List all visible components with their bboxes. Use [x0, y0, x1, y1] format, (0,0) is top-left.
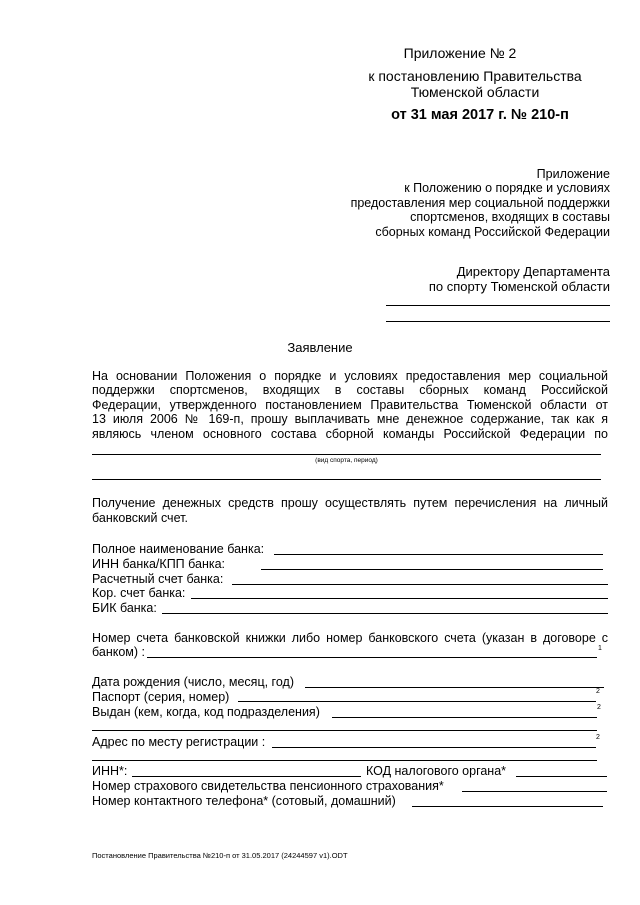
footnote-mark: 2 — [596, 688, 600, 695]
phone-label: Номер контактного телефона* (сотовый, домашний) — [92, 794, 396, 808]
pension-label: Номер страхового свидетельства пенсионного страхования* — [92, 779, 444, 793]
address-field[interactable] — [272, 747, 596, 748]
annex-line: к Положению о порядке и условиях — [404, 181, 610, 196]
resolution-reference — [350, 68, 600, 100]
account-number-label: банком) : — [92, 645, 145, 659]
sport-blank-line — [92, 479, 601, 480]
bank-name-label: Полное наименование банка: — [92, 542, 265, 556]
addressee-line: по спорту Тюменской области — [428, 279, 610, 294]
passport-field[interactable] — [238, 701, 596, 702]
bank-corr-field[interactable] — [191, 598, 608, 599]
footnote-mark: 2 — [597, 704, 601, 711]
document-header — [340, 44, 580, 62]
transfer-line: Получение денежных средств прошу осуществлять путем перечисления на личный — [92, 496, 608, 510]
footnote-mark: 1 — [598, 645, 602, 652]
bank-name-field[interactable] — [274, 554, 603, 555]
bank-bik-label: БИК банка: — [92, 601, 157, 615]
annex-reference — [330, 167, 610, 239]
body-line: На основании Положения о порядке и условиях предоставления мер социальной — [92, 369, 608, 383]
account-number-field[interactable] — [147, 657, 597, 658]
issued-by-label: Выдан (кем, когда, код подразделения) — [92, 705, 320, 719]
tax-code-label: КОД налогового органа* — [366, 764, 507, 778]
transfer-line: банковский счет. — [92, 511, 188, 525]
addressee-blank-line — [386, 305, 610, 306]
addressee-line: Директору Департамента — [456, 264, 610, 279]
region-line: Тюменской области — [410, 84, 540, 100]
bank-bik-field[interactable] — [162, 613, 608, 614]
body-line: 13 июля 2006 № 169-п, прошу выплачивать мне денежное содержание, так как я — [92, 412, 608, 426]
annex-line: Приложение — [536, 167, 610, 181]
address-label: Адрес по месту регистрации : — [92, 735, 266, 749]
sport-blank-line — [92, 454, 601, 455]
issued-by-field-continued[interactable] — [92, 730, 597, 731]
body-line: поддержки спортсменов, входящих в составы сборных команд Российской — [92, 383, 608, 397]
bank-inn-kpp-label: ИНН банка/КПП банка: — [92, 557, 226, 571]
footnote-mark: 2 — [596, 734, 600, 741]
page-footer: Постановление Правительства №210-п от 31.05.2017 (24244597 v1).ODT — [92, 851, 348, 860]
resolution-date: от 31 мая 2017 г. № 210-п — [391, 107, 569, 123]
sport-hint: (вид спорта, период) — [315, 457, 378, 464]
addressee-blank-line — [386, 321, 610, 322]
birth-date-field[interactable] — [305, 687, 604, 688]
phone-field[interactable] — [412, 806, 603, 807]
bank-corr-label: Кор. счет банка: — [92, 586, 186, 600]
annex-line: сборных команд Российской Федерации — [375, 224, 610, 239]
page-title: Заявление — [287, 340, 353, 355]
resolution-line: к постановлению Правительства — [368, 68, 582, 84]
bank-account-label: Расчетный счет банка: — [92, 572, 224, 586]
issued-by-field[interactable] — [332, 717, 597, 718]
body-line: Федерации, утвержденного постановлением Правительства Тюменской области от — [92, 398, 608, 412]
appendix-number: Приложение № 2 — [403, 45, 517, 61]
separator-line — [92, 760, 597, 761]
pension-field[interactable] — [462, 791, 607, 792]
addressee-block — [380, 264, 610, 294]
inn-label: ИНН*: — [92, 764, 128, 778]
annex-line: предоставления мер социальной поддержки — [350, 195, 610, 210]
passport-label: Паспорт (серия, номер) — [92, 690, 230, 704]
inn-field[interactable] — [132, 776, 361, 777]
bank-inn-kpp-field[interactable] — [261, 569, 603, 570]
annex-line: спортсменов, входящих в составы — [410, 210, 610, 225]
account-number-line: Номер счета банковской книжки либо номер банковского счета (указан в договоре с — [92, 631, 608, 645]
birth-date-label: Дата рождения (число, месяц, год) — [92, 675, 294, 689]
bank-account-field[interactable] — [232, 584, 608, 585]
tax-code-field[interactable] — [516, 776, 607, 777]
body-line: являюсь членом основного состава сборной команды Российской Федерации по — [92, 427, 608, 441]
